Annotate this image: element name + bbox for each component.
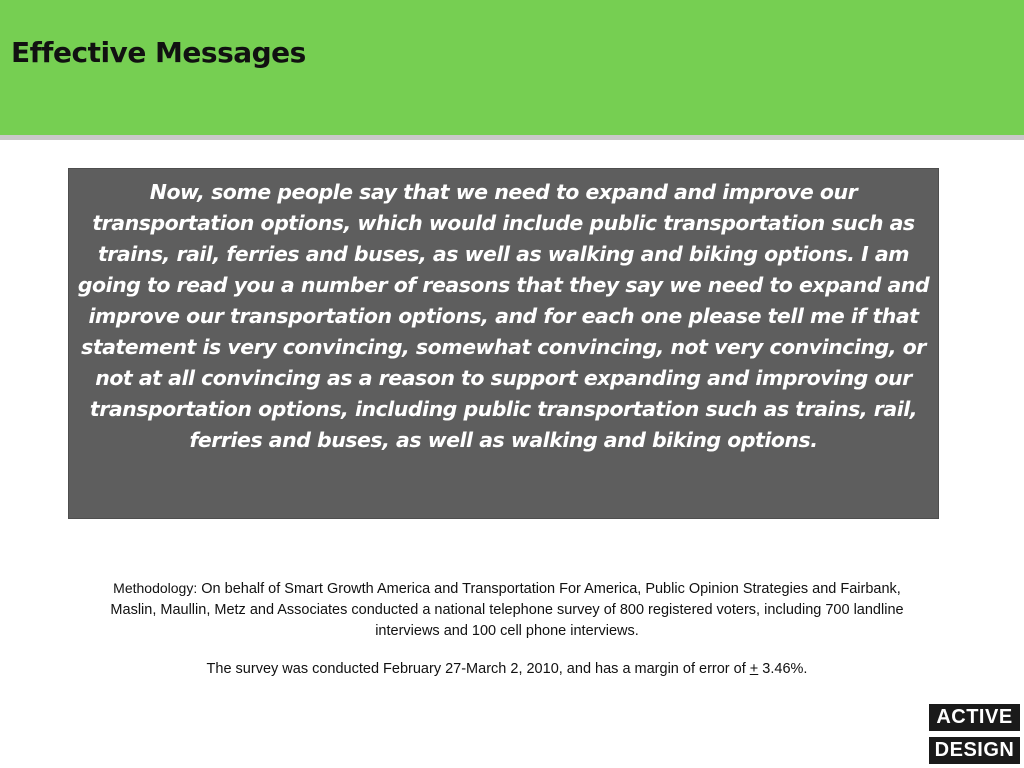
methodology-label: Methodology: — [113, 580, 198, 596]
logo-word-design: DESIGN — [929, 737, 1020, 764]
survey-question-text: Now, some people say that we need to expand and improve our transportation options, which would include public transportation such as trains, rail, ferries and buses, as well as walking and biking options. I am going to read you a number of reasons that they say we need to expand and improve our transportation options, and for each one please tell me if that statement is very convincing, somewhat convincing, not very convincing, or not at all convincing as a reason to support expanding and improving our transportation options, including public transportation such as trains, rail, ferries and buses, as well as walking and biking options. — [77, 180, 930, 452]
page-title: Effective Messages — [11, 36, 306, 69]
plus-minus-sign: + — [749, 661, 759, 677]
survey-question-box — [68, 168, 939, 519]
survey-dates-note — [90, 659, 924, 680]
methodology-text: On behalf of Smart Growth America and Transportation For America, Public Opinion Strategies and Fairbank, Maslin, Maullin, Metz and Associates conducted a national telephone survey of 800 registered voters, including 700 landline interviews and 100 cell phone interviews. — [110, 581, 904, 639]
survey-dates-text: The survey was conducted February 27-March 2, 2010, and has a margin of error of — [206, 661, 746, 677]
methodology-note — [90, 578, 924, 642]
header-bar — [0, 0, 1024, 140]
margin-of-error-value: 3.46%. — [762, 661, 808, 677]
active-design-logo — [929, 704, 1020, 764]
logo-word-active: ACTIVE — [929, 704, 1020, 731]
